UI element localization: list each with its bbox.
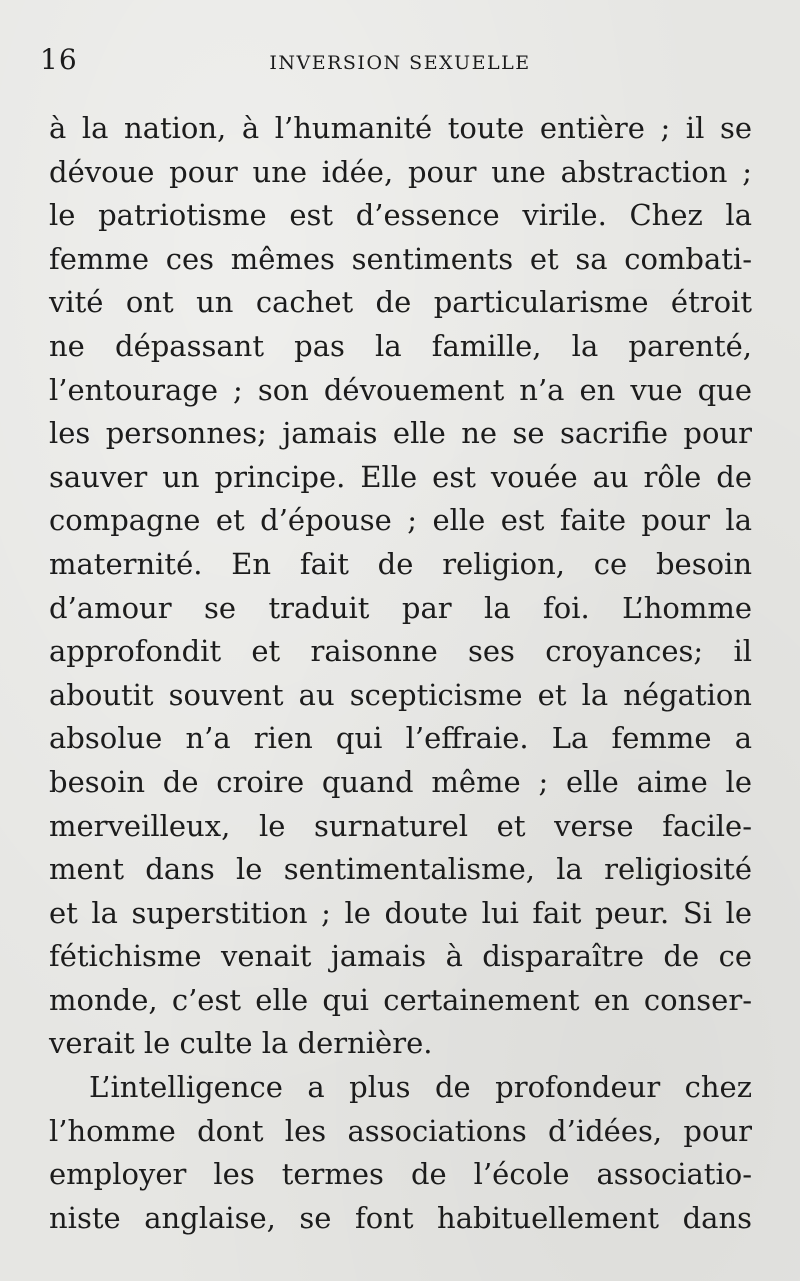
text-line: employer les termes de l’école associatio-	[49, 1157, 752, 1192]
text-line: niste anglaise, se font habituellement dans	[49, 1200, 752, 1235]
page-number: 16	[40, 43, 78, 76]
text-line: vité ont un cachet de particularisme étroit	[49, 285, 752, 320]
paragraph-start-line: L’intelligence a plus de profondeur chez	[89, 1070, 752, 1105]
text-line: d’amour se traduit par la foi. L’homme	[49, 590, 752, 625]
text-line: sauver un principe. Elle est vouée au rôle de	[49, 459, 752, 494]
text-line: fétichisme venait jamais à disparaître de ce	[49, 939, 752, 974]
text-line: femme ces mêmes sentiments et sa combati-	[49, 241, 752, 276]
text-line: l’entourage ; son dévouement n’a en vue que	[49, 372, 752, 407]
text-line: et la superstition ; le doute lui fait peur. Si le	[49, 895, 752, 930]
body-text	[49, 107, 752, 1240]
text-line: les personnes; jamais elle ne se sacrifie pour	[49, 416, 752, 451]
running-title: INVERSION SEXUELLE	[269, 52, 531, 74]
text-line: dévoue pour une idée, pour une abstraction ;	[49, 154, 752, 189]
text-line: aboutit souvent au scepticisme et la négation	[49, 677, 752, 712]
text-line: le patriotisme est d’essence virile. Chez la	[49, 198, 752, 233]
text-line: monde, c’est elle qui certainement en conser-	[49, 982, 752, 1017]
text-line: besoin de croire quand même ; elle aime le	[49, 764, 752, 799]
text-line: ne dépassant pas la famille, la parenté,	[49, 328, 752, 363]
text-line: approfondit et raisonne ses croyances; il	[49, 634, 752, 669]
paragraph-end-line: verait le culte la dernière.	[49, 1026, 433, 1061]
text-line: compagne et d’épouse ; elle est faite pour la	[49, 503, 752, 538]
text-line: maternité. En fait de religion, ce besoin	[49, 546, 752, 581]
text-line: l’homme dont les associations d’idées, pour	[49, 1113, 752, 1148]
text-line: absolue n’a rien qui l’effraie. La femme a	[49, 721, 752, 756]
text-line: à la nation, à l’humanité toute entière ; il se	[49, 111, 752, 145]
text-line: merveilleux, le surnaturel et verse facile-	[49, 808, 752, 843]
text-line: ment dans le sentimentalisme, la religiosité	[49, 852, 752, 887]
